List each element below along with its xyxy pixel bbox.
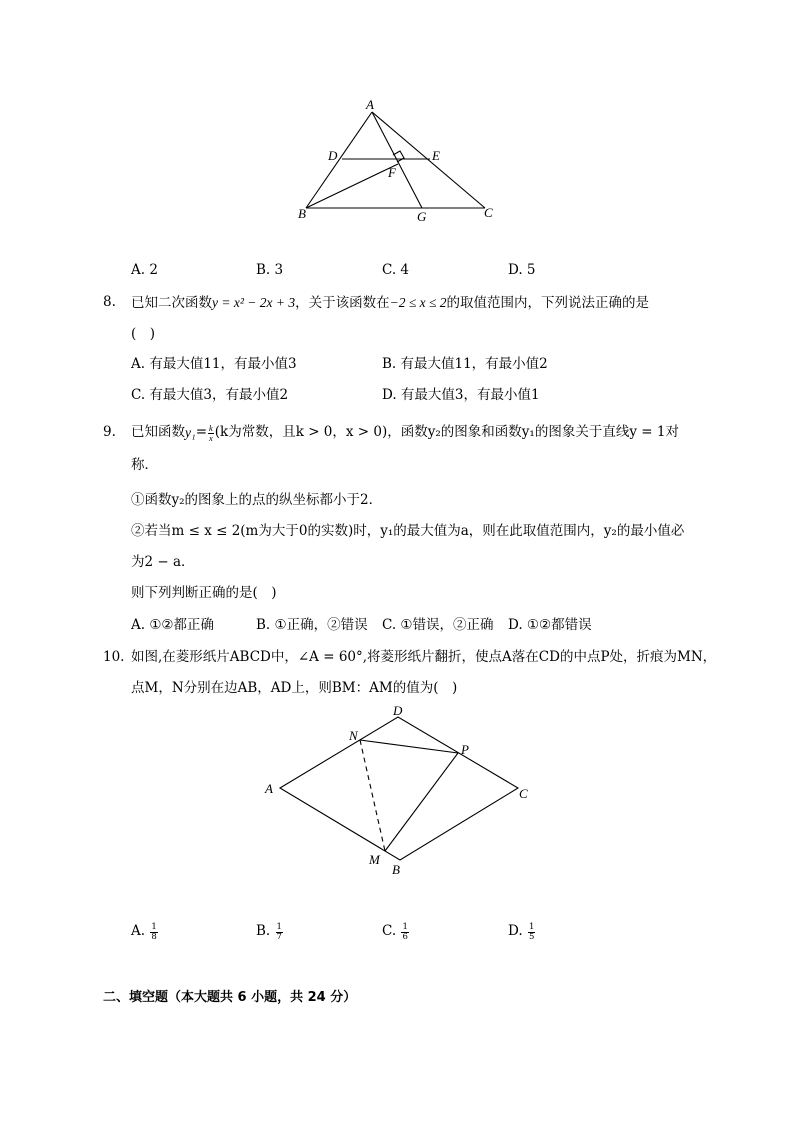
q9-option-a: A. ①②都正确	[131, 617, 215, 633]
q10-option-d-frac	[528, 923, 535, 942]
q8-paren: ( )	[131, 326, 156, 342]
q8-equation: y = x² − 2x + 3	[212, 295, 296, 310]
q8-option-d: D. 有最大值3，有最小值1	[382, 387, 540, 403]
q8-stem	[131, 296, 649, 311]
q9-option-d: D. ①②都错误	[508, 617, 592, 633]
q9-statement-2a: ②若当m ≤ x ≤ 2(m为大于0的实数)时，y₁的最大值为a，则在此取值范围内，y₂的最小值必	[131, 523, 685, 539]
label-a2: A	[265, 781, 273, 796]
label-p: P	[461, 742, 469, 757]
q9-frac-num: k	[209, 422, 213, 433]
q10-a-num: 1	[151, 921, 157, 932]
q9-ask: 则下列判断正确的是( )	[131, 585, 277, 601]
segment-np	[360, 740, 458, 753]
q8-number: 8.	[103, 294, 116, 310]
fold-line-mn	[360, 740, 385, 851]
q9-option-b: B. ①正确，②错误	[256, 617, 368, 633]
q9-statement-2b: 为2 − a．	[131, 554, 195, 570]
q8-option-b: B. 有最大值11，有最小值2	[382, 356, 548, 372]
q10-number: 10.	[103, 649, 125, 665]
label-e: E	[432, 148, 440, 163]
section-2-heading: 二、填空题（本大题共 6 小题，共 24 分）	[103, 990, 357, 1005]
q10-option-c-prefix: C.	[382, 923, 397, 940]
q10-option-a-prefix: A.	[131, 923, 146, 940]
label-m: M	[369, 852, 380, 867]
q8-option-c: C. 有最大值3，有最小值2	[131, 387, 289, 403]
q9-fraction	[208, 424, 214, 443]
rhombus-abcd	[280, 717, 518, 860]
segment-ac	[372, 112, 485, 208]
q9-text-2: (k为常数，且k > 0，x > 0)，函数y₂的图象和函数y₁的图象关于直线y = 1对	[214, 424, 679, 441]
q7-option-c: C. 4	[382, 262, 410, 278]
q10-text-2: 点M，N分别在边AB，AD上，则BM：AM的值为( )	[131, 680, 458, 696]
q10-option-b-prefix: B.	[256, 923, 271, 940]
q10-c-den: 6	[402, 931, 408, 942]
q9-text-3: 称．	[131, 457, 158, 473]
q10-option-d-prefix: D.	[508, 923, 523, 940]
segment-ab	[306, 112, 372, 208]
q9-frac-den: x	[209, 432, 213, 443]
q10-option-c-frac	[401, 923, 408, 942]
q10-option-b-frac	[276, 923, 283, 942]
q10-option-d	[508, 921, 536, 943]
q8-text-2: ，关于该函数在	[295, 295, 390, 311]
q10-b-num: 1	[276, 921, 282, 932]
q10-option-a	[131, 921, 159, 943]
q7-option-a: A. 2	[131, 262, 158, 278]
label-d: D	[328, 148, 338, 163]
label-g: G	[417, 209, 427, 224]
q10-option-c	[382, 921, 410, 943]
label-f: F	[388, 165, 396, 180]
label-b2: B	[392, 862, 400, 877]
q7-option-d: D. 5	[508, 262, 536, 278]
q8-text-1: 已知二次函数	[131, 295, 212, 311]
q9-statement-1: ①函数y₂的图象上的点的纵坐标都小于2．	[131, 492, 383, 508]
q10-option-b	[256, 921, 284, 943]
q9-y1: y₁	[185, 425, 196, 441]
q10-d-den: 5	[528, 931, 535, 942]
q8-text-3: 的取值范围内，下列说法正确的是	[446, 295, 650, 311]
label-a: A	[366, 97, 374, 112]
q8-option-a: A. 有最大值11，有最小值3	[131, 356, 297, 372]
q9-eq: =	[195, 424, 207, 441]
segment-mp	[385, 753, 458, 851]
q7-option-b: B. 3	[256, 262, 284, 278]
label-c: C	[484, 205, 493, 220]
q9-text-1: 已知函数	[131, 424, 185, 441]
q9-option-c: C. ①错误，②正确	[382, 617, 494, 633]
segment-ag	[372, 112, 422, 208]
label-n: N	[349, 728, 358, 743]
q10-text-1: 如图,在菱形纸片ABCD中，∠A = 60°,将菱形纸片翻折，使点A落在CD的中点P处，折痕为MN，	[131, 649, 717, 665]
q8-range: −2 ≤ x ≤ 2	[389, 295, 447, 310]
q10-a-den: 8	[151, 931, 157, 942]
q9-stem	[131, 422, 679, 444]
label-c2: C	[519, 786, 528, 801]
label-d2: D	[393, 703, 403, 718]
q9-number: 9.	[103, 424, 116, 440]
label-b: B	[298, 206, 306, 221]
segment-bf	[306, 164, 398, 208]
q10-d-num: 1	[528, 921, 535, 932]
q10-option-a-frac	[150, 923, 157, 942]
q10-b-den: 7	[276, 931, 282, 942]
q10-c-num: 1	[402, 921, 408, 932]
